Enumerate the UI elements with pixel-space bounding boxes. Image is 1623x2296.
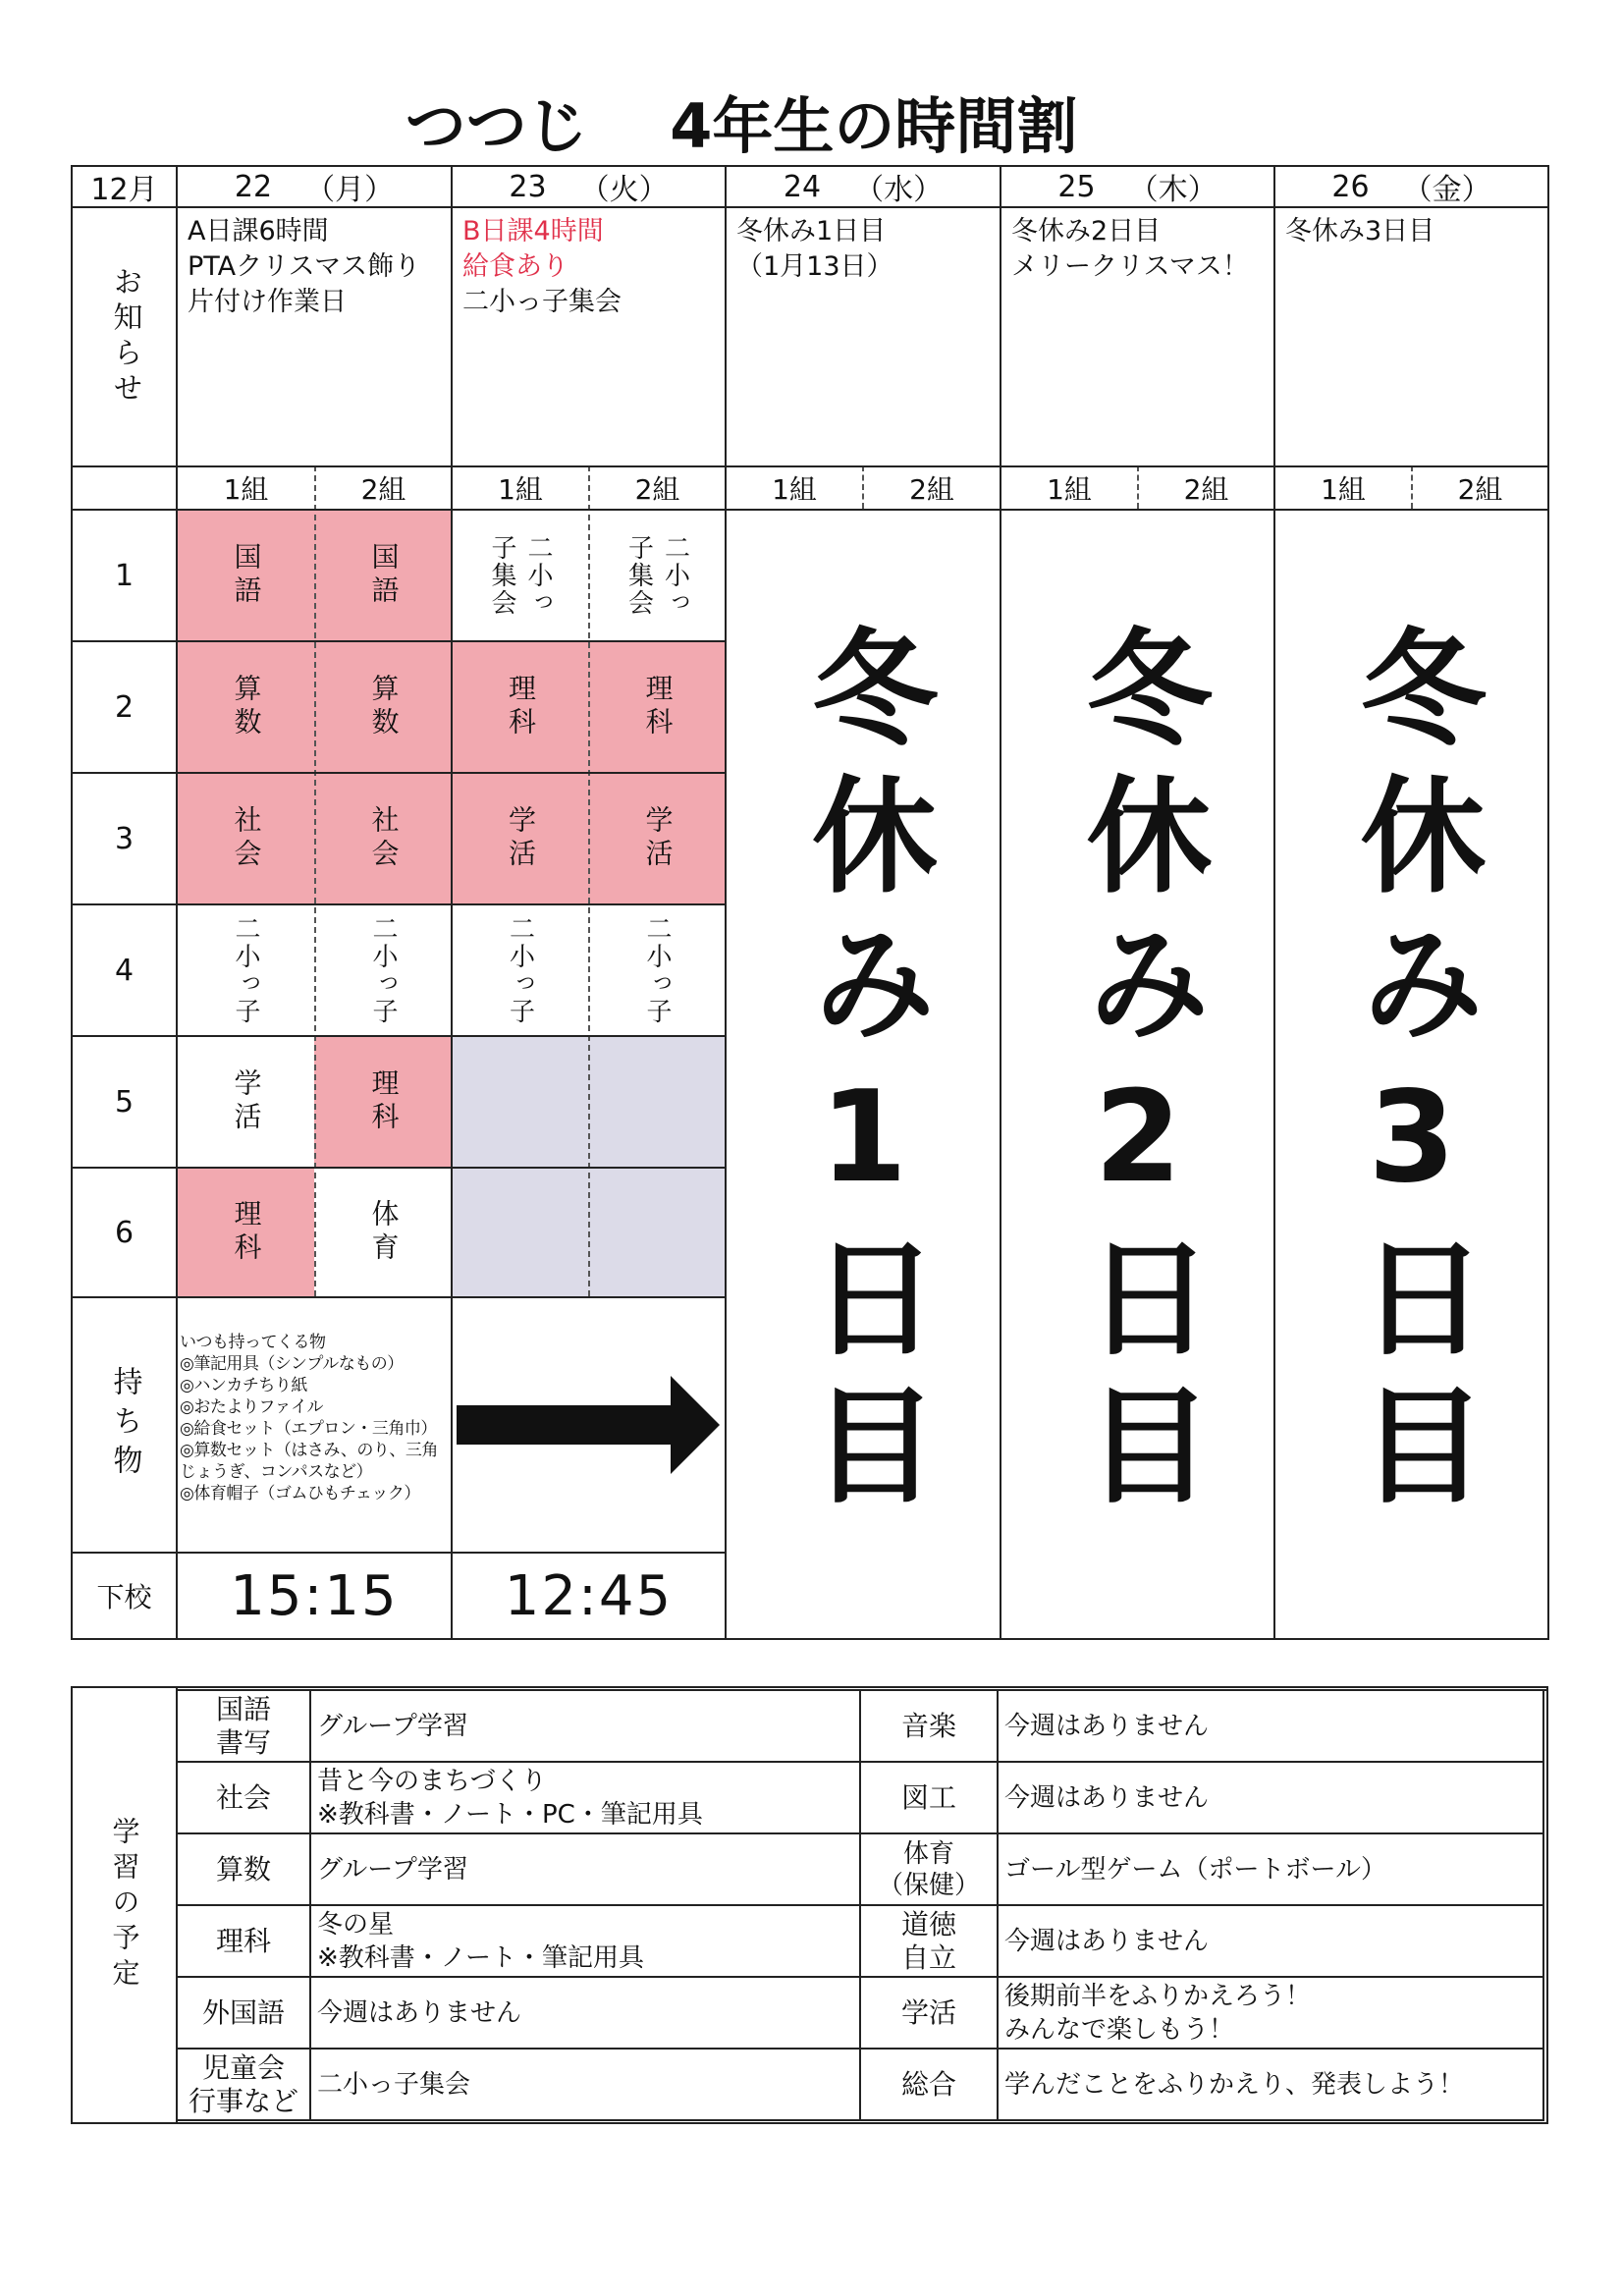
lesson-subject: 国語 [367, 542, 401, 609]
lesson-subject: 二小っ子 [231, 915, 260, 1025]
class-header-wed-2: 2組 [909, 473, 954, 506]
plan-subject: 理科 [215, 1924, 271, 1957]
day-weekday: （木） [1128, 173, 1217, 207]
day-weekday: （水） [854, 173, 944, 207]
plan-content: 今週はありません [317, 1997, 522, 2028]
lesson-cell [453, 905, 588, 1035]
lesson-subject: 学活 [230, 1068, 263, 1135]
lesson-cell [316, 774, 451, 903]
day-header-wed [727, 167, 1000, 206]
notices-label-text: お知らせ [107, 266, 142, 408]
day-date: 24 [783, 169, 822, 204]
lesson-cell [590, 511, 725, 640]
plan-subject: 児童会 行事など [188, 2050, 298, 2117]
holiday-thu [1001, 511, 1273, 1638]
plan-label [73, 1688, 176, 2122]
class-header-fri-1: 1組 [1321, 473, 1366, 506]
plan-content: グループ学習 [317, 1854, 468, 1885]
plan-subject: 学活 [900, 1995, 956, 2029]
plan-content: ゴール型ゲーム（ポートボール） [1004, 1854, 1386, 1885]
period-number: 6 [114, 1215, 135, 1250]
day-header-fri [1275, 167, 1547, 206]
notice-wed: 冬休み1日目 （1月13日） [736, 216, 893, 282]
lesson-cell [178, 905, 314, 1035]
plan-subject: 算数 [215, 1852, 271, 1886]
class-header-mon-1: 1組 [223, 473, 269, 506]
lesson-cell [453, 642, 588, 772]
plan-subject: 総合 [900, 2067, 956, 2101]
lesson-subject: 理科 [505, 674, 537, 740]
class-header-thu-2: 2組 [1183, 473, 1229, 506]
class-header-thu-1: 1組 [1047, 473, 1092, 506]
day-weekday: （火） [579, 173, 669, 207]
holiday-text: 冬休み1日目 [790, 622, 937, 1527]
plan-content: 昔と今のまちづくり ※教科書・ノート・PC・筆記用具 [317, 1766, 703, 1830]
dismissal-time-mon: 15:15 [230, 1563, 399, 1628]
period-number: 4 [114, 953, 135, 988]
lesson-cell [316, 642, 451, 772]
day-weekday: （月） [305, 173, 395, 207]
day-date: 22 [234, 169, 273, 204]
holiday-text: 冬休み2日目 [1064, 622, 1212, 1527]
lesson-subject: 体育 [367, 1199, 401, 1266]
lesson-subject: 社会 [230, 805, 263, 872]
belongings-list: いつも持ってくる物 ◎筆記用具（シンプルなもの） ◎ハンカチちり紙 ◎おたよりファイル ◎給食セット（エプロン・三角巾） ◎算数セット（はさみ、のり、三角 じょうぎ、コンパスなど） ◎体育帽子（ゴムひもチェック） [180, 1333, 438, 1503]
plan-subject: 国語 書写 [215, 1692, 271, 1759]
notice-tue-text: 二小っ子集会 [462, 287, 622, 317]
notice-tue-red: B日課4時間 給食あり [462, 216, 604, 282]
period-number: 2 [114, 689, 135, 725]
holiday-text: 冬休み3日目 [1338, 622, 1486, 1527]
period-number: 5 [114, 1084, 135, 1120]
lesson-subject: 二小っ子 [642, 915, 672, 1025]
lesson-subject: 学活 [641, 805, 675, 872]
notice-tue [453, 208, 725, 465]
class-header-wed-1: 1組 [772, 473, 817, 506]
plan-subject: 図工 [900, 1780, 956, 1814]
plan-content: 二小っ子集会 [317, 2069, 471, 2100]
lesson-cell [178, 1037, 314, 1167]
lesson-cell [453, 774, 588, 903]
plan-content: グループ学習 [317, 1711, 468, 1741]
plan-subject: 道徳 自立 [900, 1907, 956, 1974]
day-header-tue [453, 167, 725, 206]
dismissal-time-tue: 12:45 [504, 1563, 674, 1628]
lesson-subject: 二小っ子集会 [623, 534, 690, 617]
lesson-subject: 理科 [230, 1199, 263, 1266]
plan-subject: 外国語 [201, 1995, 285, 2029]
class-header-mon-2: 2組 [360, 473, 406, 506]
lesson-cell [590, 774, 725, 903]
lesson-subject: 算数 [230, 674, 263, 740]
plan-label-text: 学習の予定 [108, 1817, 141, 1994]
lesson-subject: 二小っ子集会 [487, 534, 553, 617]
lesson-cell [590, 642, 725, 772]
lesson-cell [316, 905, 451, 1035]
plan-subject: 社会 [215, 1780, 271, 1814]
holiday-wed [727, 511, 1000, 1638]
lesson-subject: 社会 [367, 805, 401, 872]
lesson-subject: 二小っ子 [505, 915, 535, 1025]
class-header-tue-1: 1組 [498, 473, 543, 506]
page-title: つつじ 4年生の時間割 [405, 89, 1078, 162]
month-label: 12月 [90, 173, 158, 207]
day-date: 26 [1331, 169, 1370, 204]
day-header-thu [1001, 167, 1273, 206]
day-weekday: （金） [1402, 173, 1491, 207]
lesson-cell [316, 511, 451, 640]
day-header-mon [178, 167, 451, 206]
notice-fri: 冬休み3日目 [1285, 216, 1435, 246]
plan-content: 今週はありません [1004, 1711, 1210, 1741]
dismissal-label: 下校 [96, 1581, 152, 1613]
notice-mon: A日課6時間 PTAクリスマス飾り 片付け作業日 [188, 216, 421, 317]
lesson-cell [178, 511, 314, 640]
lesson-cell [453, 511, 588, 640]
lesson-cell [316, 1169, 451, 1296]
notice-thu: 冬休み2日目 メリークリスマス！ [1011, 216, 1249, 282]
lesson-subject: 理科 [367, 1068, 401, 1135]
plan-content: 後期前半をふりかえろう！ みんなで楽しもう！ [1004, 1981, 1312, 2045]
plan-subject: 音楽 [900, 1709, 956, 1742]
period-number: 3 [114, 821, 135, 856]
plan-content: 今週はありません [1004, 1926, 1210, 1956]
period-number: 1 [114, 558, 135, 593]
lesson-cell [178, 774, 314, 903]
day-date: 25 [1057, 169, 1096, 204]
lesson-subject: 学活 [505, 805, 537, 872]
belongings-label-text: 持ち物 [107, 1366, 142, 1484]
right-arrow-icon [453, 1298, 725, 1552]
lesson-subject: 算数 [367, 674, 401, 740]
lesson-subject: 理科 [641, 674, 675, 740]
lesson-cell [178, 1169, 314, 1296]
lesson-cell [178, 642, 314, 772]
lesson-cell [590, 905, 725, 1035]
class-header-fri-2: 2組 [1457, 473, 1503, 506]
lesson-subject: 二小っ子 [368, 915, 398, 1025]
notices-label [73, 208, 176, 465]
lesson-cell [316, 1037, 451, 1167]
plan-content: 冬の星 ※教科書・ノート・筆記用具 [317, 1909, 645, 1973]
plan-content: 今週はありません [1004, 1782, 1210, 1813]
plan-subject: 体育 （保健） [877, 1838, 980, 1900]
belongings-label [73, 1298, 176, 1552]
plan-content: 学んだことをふりかえり、発表しよう！ [1004, 2069, 1465, 2100]
holiday-fri [1275, 511, 1547, 1638]
lesson-subject: 国語 [230, 542, 263, 609]
day-date: 23 [509, 169, 547, 204]
class-header-tue-2: 2組 [634, 473, 680, 506]
